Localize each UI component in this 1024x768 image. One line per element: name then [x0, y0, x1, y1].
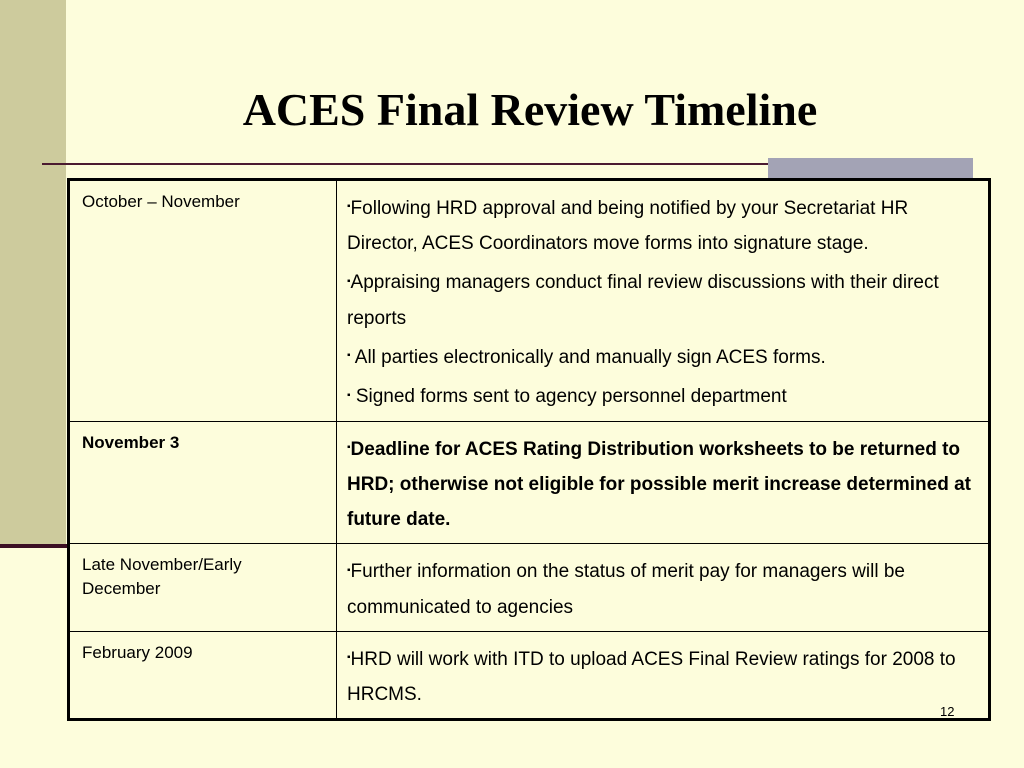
bullet-icon: ▪ — [347, 389, 351, 401]
period-cell: Late November/Early December — [69, 544, 337, 631]
detail-cell — [337, 631, 990, 719]
period-cell: October – November — [69, 180, 337, 422]
timeline-item — [347, 554, 978, 624]
timeline-item-text: Signed forms sent to agency personnel department — [350, 386, 787, 408]
timeline-item-text: HRD will work with ITD to upload ACES Final Review ratings for 2008 to HRCMS. — [347, 648, 956, 706]
timeline-item-text: Further information on the status of merit pay for managers will be communicated to agencies — [347, 561, 905, 618]
period-cell: November 3 — [69, 421, 337, 543]
timeline-item — [347, 191, 978, 261]
timeline-item-text: Deadline for ACES Rating Distribution worksheets to be returned to HRD; otherwise not eligible for possible merit increase determined at future date. — [347, 438, 971, 531]
bullet-icon: ▪ — [347, 442, 351, 454]
timeline-item-text: All parties electronically and manually sign ACES forms. — [350, 346, 826, 368]
bullet-icon: ▪ — [347, 350, 351, 362]
timeline-item — [347, 379, 978, 414]
bullet-icon: ▪ — [347, 201, 351, 213]
detail-cell — [337, 544, 990, 631]
timeline-item — [347, 432, 978, 537]
timeline-item — [347, 642, 978, 712]
side-band-decoration — [0, 0, 66, 544]
timeline-item — [347, 265, 978, 335]
slide-title: ACES Final Review Timeline — [242, 84, 818, 135]
bullet-icon: ▪ — [347, 564, 351, 576]
title-divider-line — [42, 163, 772, 165]
period-cell: February 2009 — [69, 631, 337, 719]
accent-bar — [768, 158, 973, 178]
timeline-row-nov-3 — [69, 421, 990, 543]
timeline-item — [347, 340, 978, 375]
bullet-icon: ▪ — [347, 275, 351, 287]
detail-cell — [337, 180, 990, 422]
detail-cell — [337, 421, 990, 543]
timeline-row-oct-nov — [69, 180, 990, 422]
timeline-item-text: Appraising managers conduct final review discussions with their direct reports — [347, 272, 939, 329]
bullet-icon: ▪ — [347, 652, 351, 664]
timeline-item-text: Following HRD approval and being notified by your Secretariat HR Director, ACES Coordinators move forms into signature stage. — [347, 198, 909, 255]
timeline-table — [67, 178, 991, 721]
page-number: 12 — [940, 704, 955, 719]
side-band-rule — [0, 544, 68, 548]
timeline-row-late-nov — [69, 544, 990, 631]
timeline-row-feb-2009 — [69, 631, 990, 719]
